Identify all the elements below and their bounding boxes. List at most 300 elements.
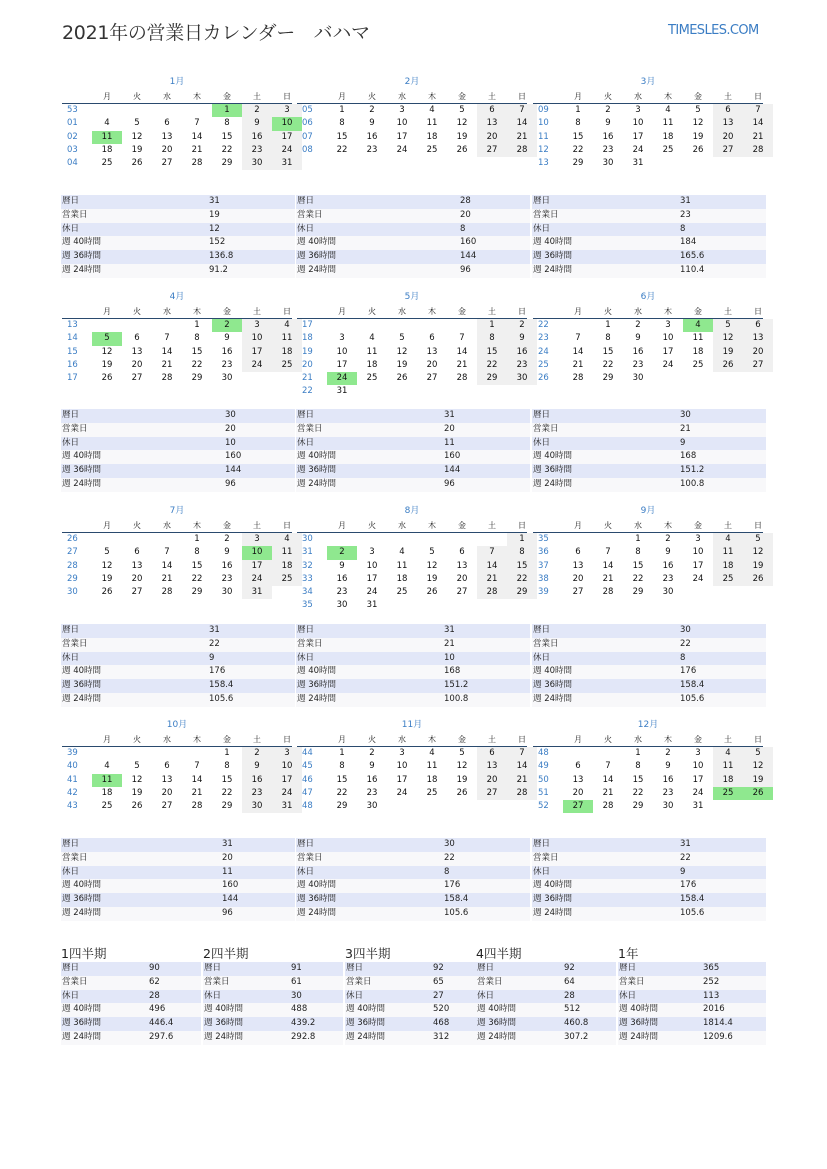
stats-label: 営業日 — [62, 423, 88, 434]
day-cell: 7 — [459, 333, 465, 344]
stats-label: 週 24時間 — [533, 907, 573, 918]
day-cell: 25 — [366, 373, 378, 384]
week-number: 46 — [302, 774, 313, 785]
day-cell: 1 — [339, 105, 345, 115]
day-cell: 26 — [131, 801, 143, 812]
stats-value: 11 — [222, 866, 233, 877]
month-name: 7月 — [169, 506, 185, 516]
weekday-label: 水 — [163, 521, 171, 530]
day-cell: 11 — [92, 774, 122, 787]
stats-value: 28 — [149, 990, 160, 1001]
day-cell: 27 — [131, 587, 143, 598]
day-cell: 4 — [272, 319, 302, 332]
day-cell: 18 — [101, 787, 113, 798]
week-row — [62, 760, 292, 773]
stats-row — [532, 223, 766, 237]
stats-value: 92 — [564, 963, 575, 973]
day-cell: 16 — [242, 131, 272, 144]
stats-row — [296, 624, 530, 638]
day-cell: 23 — [366, 787, 378, 798]
stats-label: 営業日 — [533, 638, 559, 649]
day-cell: 6 — [429, 333, 435, 344]
day-cell: 25 — [662, 144, 674, 155]
week-row — [533, 747, 763, 760]
empty-day-cell — [563, 319, 593, 332]
day-cell: 21 — [602, 787, 614, 798]
stats-value: 22 — [444, 852, 455, 863]
stats-value: 31 — [680, 196, 691, 206]
weekday-label: 火 — [368, 521, 376, 530]
week-row — [297, 533, 527, 546]
day-cell: 24 — [327, 372, 357, 385]
day-cell: 21 — [477, 573, 507, 586]
week-number: 49 — [538, 761, 549, 772]
empty-day-cell — [122, 319, 152, 332]
page-title: 2021年の営業日カレンダー バハマ — [62, 22, 370, 44]
week-row — [297, 546, 527, 559]
day-cell: 5 — [743, 533, 773, 546]
day-cell: 20 — [456, 573, 468, 584]
day-cell: 26 — [396, 373, 408, 384]
month-stats — [61, 409, 295, 492]
week-number: 44 — [302, 748, 313, 758]
stats-label: 週 24時間 — [477, 1031, 517, 1042]
weekday-label: 土 — [724, 307, 732, 316]
stats-label: 週 40時間 — [62, 666, 102, 677]
day-cell: 17 — [692, 560, 704, 571]
stats-value: 27 — [433, 990, 444, 1001]
day-cell: 20 — [161, 144, 173, 155]
stats-row — [296, 638, 530, 652]
day-cell: 10 — [242, 546, 272, 559]
day-cell: 14 — [602, 560, 614, 571]
week-row — [533, 573, 763, 586]
stats-label: 営業日 — [346, 976, 372, 987]
stats-value: 11 — [444, 437, 455, 448]
stats-row — [532, 838, 766, 852]
day-cell: 7 — [605, 547, 611, 558]
stats-value: 151.2 — [444, 680, 469, 691]
week-number: 51 — [538, 787, 549, 798]
day-cell: 29 — [602, 373, 614, 384]
day-cell: 9 — [369, 761, 375, 772]
empty-day-cell — [387, 599, 417, 612]
day-cell: 23 — [507, 359, 537, 372]
stats-row — [203, 962, 343, 976]
stats-value: 460.8 — [564, 1018, 589, 1029]
day-cell: 28 — [161, 373, 173, 384]
day-cell: 25 — [713, 787, 743, 800]
weekday-label: 火 — [368, 735, 376, 744]
stats-value: 105.6 — [680, 907, 705, 918]
day-cell: 24 — [632, 144, 644, 155]
month-stats — [532, 838, 766, 921]
quarter-stats — [618, 962, 766, 1045]
stats-value: 158.4 — [209, 680, 234, 691]
stats-row — [296, 693, 530, 707]
day-cell: 1 — [605, 320, 611, 330]
day-cell: 20 — [572, 787, 584, 798]
month-stats — [61, 624, 295, 707]
site-logo[interactable]: TIMESLES.COM — [668, 23, 759, 38]
day-cell: 22 — [191, 359, 203, 370]
day-cell: 5 — [459, 748, 465, 758]
empty-day-cell — [92, 104, 122, 117]
week-number-column-head — [297, 733, 327, 746]
stats-row — [296, 907, 530, 921]
stats-value: 8 — [680, 652, 686, 663]
day-cell: 17 — [336, 359, 348, 370]
stats-row — [61, 879, 295, 893]
week-number: 21 — [302, 373, 313, 384]
weekday-label: 金 — [458, 521, 466, 530]
day-cell: 23 — [221, 359, 233, 370]
stats-value: 21 — [680, 423, 691, 434]
day-cell: 21 — [572, 359, 584, 370]
stats-label: 週 36時間 — [62, 680, 102, 691]
day-cell: 14 — [456, 346, 468, 357]
day-cell: 17 — [396, 131, 408, 142]
day-cell: 12 — [101, 560, 113, 571]
stats-row — [532, 250, 766, 264]
day-cell: 27 — [572, 587, 584, 598]
day-cell: 2 — [242, 104, 272, 117]
stats-row — [61, 638, 295, 652]
week-row — [297, 747, 527, 760]
day-cell: 9 — [242, 760, 272, 773]
weekday-label: 木 — [664, 92, 672, 101]
day-cell: 18 — [713, 560, 743, 573]
day-cell: 30 — [662, 801, 674, 812]
stats-row — [532, 866, 766, 880]
day-cell: 29 — [336, 801, 348, 812]
stats-row — [203, 976, 343, 990]
empty-day-cell — [447, 533, 477, 546]
week-number: 02 — [67, 131, 78, 142]
stats-label: 週 24時間 — [619, 1031, 659, 1042]
week-row — [62, 332, 292, 345]
stats-value: 160 — [222, 880, 239, 891]
stats-row — [532, 437, 766, 451]
empty-day-cell — [387, 800, 417, 813]
day-cell: 11 — [426, 118, 438, 129]
day-cell: 16 — [662, 560, 674, 571]
day-cell: 13 — [456, 560, 468, 571]
empty-day-cell — [357, 533, 387, 546]
day-cell: 23 — [662, 573, 674, 584]
day-cell: 17 — [242, 346, 272, 359]
weekday-label: 水 — [163, 92, 171, 101]
empty-day-cell — [327, 319, 357, 332]
stats-label: 暦日 — [62, 625, 80, 635]
weekday-header — [533, 90, 763, 104]
week-number: 23 — [538, 333, 549, 344]
stats-label: 休日 — [62, 652, 80, 663]
quarter-title: 1年 — [618, 946, 639, 961]
day-cell: 12 — [426, 560, 438, 571]
stats-value: 292.8 — [291, 1031, 316, 1042]
day-cell: 17 — [396, 774, 408, 785]
stats-value: 468 — [433, 1018, 450, 1029]
weekday-label: 土 — [724, 521, 732, 530]
weekday-label: 日 — [283, 735, 291, 744]
stats-value: 8 — [680, 223, 686, 234]
month-calendar — [297, 74, 527, 157]
stats-row — [296, 264, 530, 278]
stats-row — [61, 1003, 201, 1017]
day-cell: 8 — [339, 761, 345, 772]
empty-day-cell — [387, 319, 417, 332]
week-number: 30 — [302, 534, 313, 544]
week-number: 15 — [67, 346, 78, 357]
week-row — [297, 144, 527, 157]
day-cell: 18 — [426, 774, 438, 785]
day-cell: 9 — [507, 332, 537, 345]
day-cell: 24 — [272, 787, 302, 800]
day-cell: 25 — [272, 573, 302, 586]
stats-row — [532, 236, 766, 250]
weekday-label: 土 — [488, 521, 496, 530]
day-cell: 10 — [396, 761, 408, 772]
day-cell: 24 — [692, 573, 704, 584]
day-cell: 22 — [221, 144, 233, 155]
stats-label: 週 36時間 — [62, 465, 102, 476]
month-name: 2月 — [404, 77, 420, 87]
stats-value: 20 — [460, 209, 471, 220]
week-row — [297, 573, 527, 586]
week-number: 16 — [67, 359, 78, 370]
stats-row — [476, 1003, 616, 1017]
day-cell: 13 — [713, 117, 743, 130]
month-calendar — [533, 74, 763, 170]
stats-label: 休日 — [297, 866, 315, 877]
week-number: 41 — [67, 774, 78, 785]
month-name: 5月 — [404, 292, 420, 302]
week-number: 04 — [67, 158, 78, 169]
week-number: 14 — [67, 333, 78, 344]
weekday-label: 水 — [634, 92, 642, 101]
stats-row — [532, 893, 766, 907]
stats-label: 営業日 — [619, 976, 645, 987]
stats-label: 週 36時間 — [619, 1018, 659, 1029]
week-row — [62, 787, 292, 800]
week-row — [533, 144, 763, 157]
day-cell: 18 — [272, 560, 302, 573]
week-number: 05 — [302, 105, 313, 115]
empty-day-cell — [447, 800, 477, 813]
stats-value: 110.4 — [680, 264, 705, 275]
day-cell: 27 — [161, 801, 173, 812]
day-cell: 25 — [272, 359, 302, 372]
day-cell: 22 — [336, 787, 348, 798]
stats-value: 105.6 — [444, 907, 469, 918]
week-number: 45 — [302, 761, 313, 772]
week-number: 33 — [302, 573, 313, 584]
weekday-label: 火 — [133, 735, 141, 744]
quarter-stats — [203, 962, 343, 1045]
day-cell: 7 — [743, 104, 773, 117]
stats-value: 1209.6 — [703, 1031, 733, 1042]
stats-value: 30 — [291, 990, 302, 1001]
day-cell: 26 — [743, 787, 773, 800]
empty-day-cell — [152, 104, 182, 117]
week-row — [297, 586, 527, 599]
week-number: 19 — [302, 346, 313, 357]
week-number: 01 — [67, 118, 78, 129]
stats-label: 営業日 — [297, 209, 323, 220]
day-cell: 8 — [507, 546, 537, 559]
weekday-label: 水 — [634, 521, 642, 530]
month-calendar — [62, 717, 292, 813]
stats-label: 休日 — [346, 990, 364, 1001]
stats-label: 週 40時間 — [533, 237, 573, 248]
week-number: 28 — [67, 560, 78, 571]
week-number: 13 — [67, 320, 78, 330]
day-cell: 8 — [635, 761, 641, 772]
day-cell: 19 — [426, 573, 438, 584]
day-cell: 27 — [743, 359, 773, 372]
stats-row — [345, 1003, 485, 1017]
day-cell: 6 — [134, 547, 140, 558]
empty-day-cell — [242, 372, 272, 385]
day-cell: 31 — [272, 157, 302, 170]
day-cell: 4 — [713, 533, 743, 546]
stats-label: 週 36時間 — [62, 251, 102, 262]
stats-value: 92 — [433, 963, 444, 973]
day-cell: 27 — [713, 144, 743, 157]
day-cell: 28 — [477, 586, 507, 599]
stats-label: 暦日 — [204, 963, 222, 973]
stats-value: 176 — [444, 880, 461, 891]
day-cell: 14 — [507, 760, 537, 773]
month-calendar — [62, 289, 292, 385]
stats-row — [61, 195, 295, 209]
day-cell: 26 — [743, 573, 773, 586]
day-cell: 30 — [242, 157, 272, 170]
week-row — [62, 560, 292, 573]
day-cell: 1 — [477, 319, 507, 332]
day-cell: 7 — [194, 761, 200, 772]
day-cell: 19 — [692, 131, 704, 142]
stats-row — [296, 838, 530, 852]
empty-day-cell — [593, 747, 623, 760]
day-cell: 27 — [563, 800, 593, 813]
day-cell: 7 — [507, 104, 537, 117]
empty-day-cell — [743, 372, 773, 385]
stats-label: 週 36時間 — [346, 1018, 386, 1029]
month-stats — [296, 195, 530, 278]
day-cell: 18 — [272, 346, 302, 359]
day-cell: 30 — [662, 587, 674, 598]
stats-value: 105.6 — [209, 693, 234, 704]
weekday-header — [62, 90, 292, 104]
stats-row — [532, 907, 766, 921]
empty-day-cell — [477, 599, 507, 612]
week-row — [533, 586, 763, 599]
stats-label: 週 40時間 — [62, 880, 102, 891]
day-cell: 24 — [272, 144, 302, 157]
stats-label: 暦日 — [533, 839, 551, 849]
week-number: 43 — [67, 801, 78, 812]
stats-label: 休日 — [533, 652, 551, 663]
day-cell: 1 — [575, 105, 581, 115]
week-number: 03 — [67, 144, 78, 155]
weekday-header — [533, 519, 763, 533]
day-cell: 4 — [429, 105, 435, 115]
week-row — [297, 385, 527, 398]
day-cell: 29 — [221, 801, 233, 812]
stats-value: 100.8 — [444, 693, 469, 704]
week-row — [533, 359, 763, 372]
day-cell: 28 — [191, 801, 203, 812]
weekday-label: 土 — [253, 92, 261, 101]
stats-label: 休日 — [62, 437, 80, 448]
day-cell: 19 — [396, 359, 408, 370]
day-cell: 3 — [695, 748, 701, 758]
weekday-label: 月 — [103, 307, 111, 316]
stats-label: 暦日 — [533, 410, 551, 420]
day-cell: 22 — [191, 573, 203, 584]
day-cell: 28 — [572, 373, 584, 384]
stats-label: 週 24時間 — [62, 693, 102, 704]
week-number: 48 — [302, 801, 313, 812]
day-cell: 15 — [336, 774, 348, 785]
day-cell: 2 — [327, 546, 357, 559]
stats-row — [532, 638, 766, 652]
day-cell: 14 — [743, 117, 773, 130]
week-row — [533, 774, 763, 787]
day-cell: 20 — [131, 359, 143, 370]
quarter-stats — [61, 962, 201, 1045]
stats-label: 休日 — [297, 652, 315, 663]
day-cell: 27 — [161, 158, 173, 169]
stats-value: 10 — [444, 652, 455, 663]
week-number: 50 — [538, 774, 549, 785]
week-row — [297, 359, 527, 372]
week-row — [62, 359, 292, 372]
day-cell: 2 — [635, 320, 641, 330]
day-cell: 27 — [477, 144, 507, 157]
day-cell: 20 — [477, 774, 507, 787]
stats-label: 休日 — [62, 990, 80, 1001]
day-cell: 15 — [477, 346, 507, 359]
stats-row — [203, 1031, 343, 1045]
day-cell: 8 — [635, 547, 641, 558]
week-number: 31 — [302, 547, 313, 558]
month-stats — [296, 409, 530, 492]
day-cell: 11 — [92, 131, 122, 144]
weekday-label: 日 — [754, 521, 762, 530]
empty-day-cell — [447, 319, 477, 332]
stats-value: 64 — [564, 976, 575, 987]
day-cell: 28 — [456, 373, 468, 384]
day-cell: 28 — [602, 801, 614, 812]
stats-label: 週 36時間 — [297, 680, 337, 691]
stats-row — [203, 990, 343, 1004]
stats-value: 151.2 — [680, 465, 705, 476]
week-number: 11 — [538, 131, 549, 142]
weekday-label: 月 — [574, 307, 582, 316]
day-cell: 3 — [399, 748, 405, 758]
day-cell: 29 — [507, 586, 537, 599]
stats-label: 週 40時間 — [297, 451, 337, 462]
day-cell: 18 — [366, 359, 378, 370]
stats-value: 1814.4 — [703, 1018, 733, 1029]
stats-value: 105.6 — [680, 693, 705, 704]
day-cell: 2 — [665, 534, 671, 544]
stats-label: 休日 — [62, 223, 80, 234]
stats-value: 176 — [680, 666, 697, 677]
